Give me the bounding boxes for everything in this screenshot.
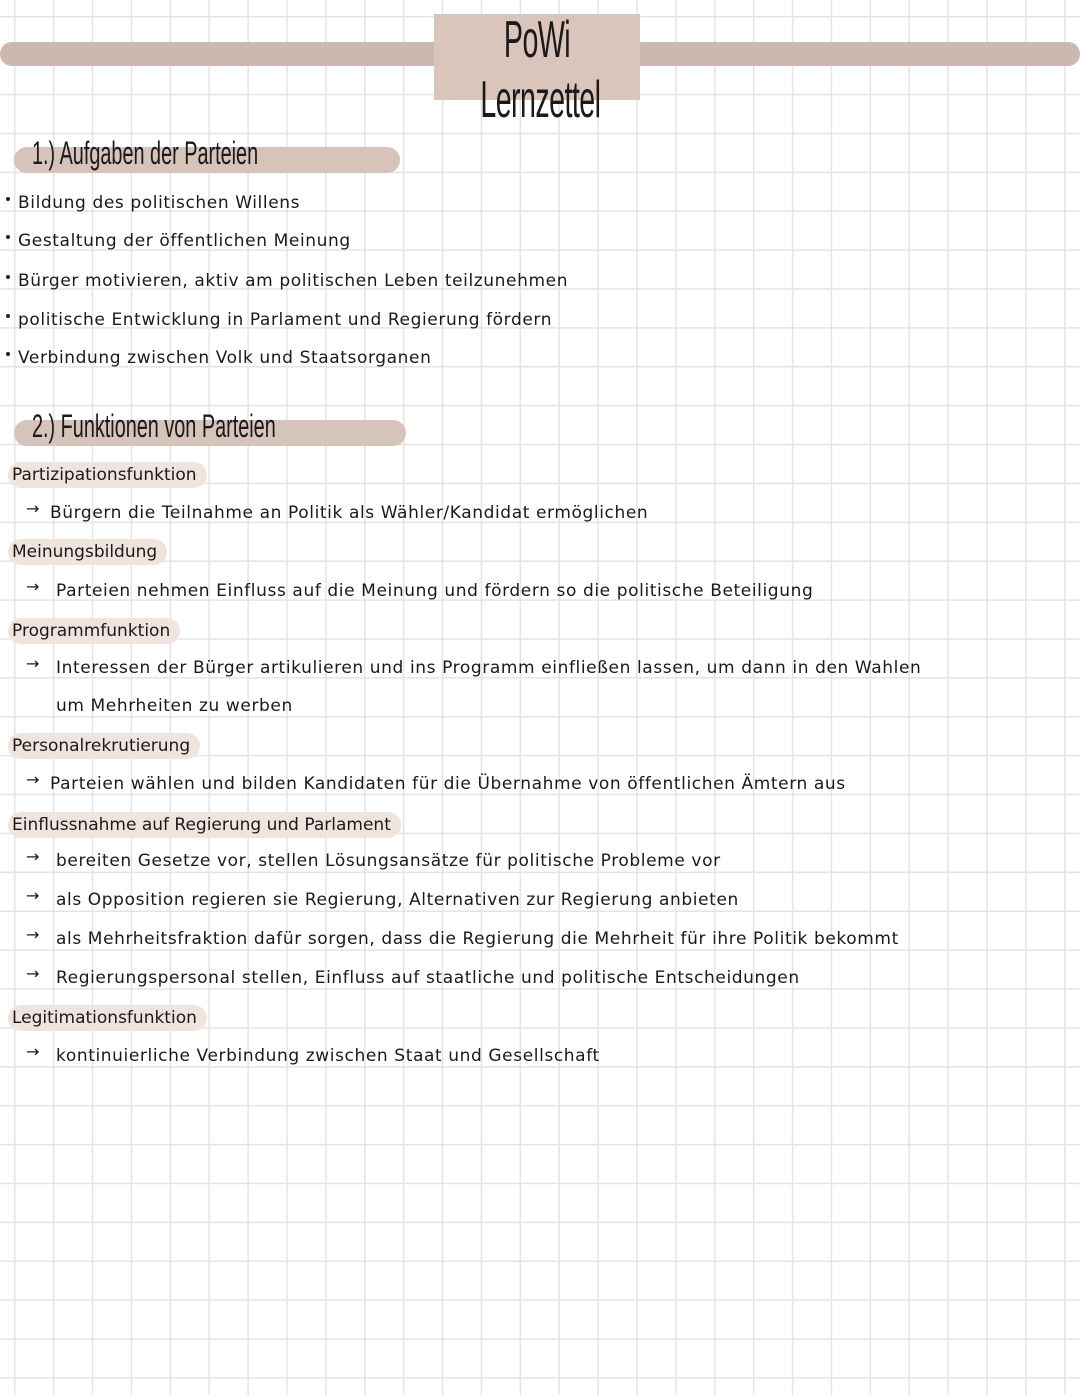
arrow-icon: → (26, 654, 40, 673)
arrow-icon: → (26, 964, 40, 983)
function-label: Programmfunktion (8, 618, 180, 644)
function-point: kontinuierliche Verbindung zwischen Staat und Gesellschaft (56, 1046, 600, 1066)
function-point: als Opposition regieren sie Regierung, Alternativen zur Regierung anbieten (56, 890, 739, 910)
function-point: Regierungspersonal stellen, Einfluss auf staatliche und politische Entscheidungen (56, 968, 800, 988)
bullet-item: Bildung des politischen Willens (18, 193, 301, 213)
function-label: Legitimationsfunktion (8, 1005, 207, 1031)
bullet-icon (6, 197, 10, 201)
function-label: Einflussnahme auf Regierung und Parlament (8, 812, 401, 838)
heading-text: 1.) Aufgaben der Parteien (32, 135, 259, 171)
section-heading-1 (14, 135, 400, 173)
page-title: PoWi Lernzettel (480, 11, 601, 129)
function-point: bereiten Gesetze vor, stellen Lösungsansätze für politische Probleme vor (56, 851, 721, 871)
bullet-item: Verbindung zwischen Volk und Staatsorganen (18, 348, 432, 368)
function-point: Parteien wählen und bilden Kandidaten für die Übernahme von öffentlichen Ämtern aus (50, 774, 846, 794)
arrow-icon: → (26, 925, 40, 944)
bullet-item: Gestaltung der öffentlichen Meinung (18, 231, 351, 251)
function-point: um Mehrheiten zu werben (56, 696, 293, 716)
function-point: Interessen der Bürger artikulieren und ins Programm einfließen lassen, um dann in den Wahlen (56, 658, 922, 678)
arrow-icon: → (26, 1042, 40, 1061)
arrow-icon: → (26, 847, 40, 866)
function-label: Personalrekrutierung (8, 733, 200, 759)
function-label: Meinungsbildung (8, 539, 167, 565)
bullet-item: politische Entwicklung in Parlament und Regierung fördern (18, 310, 553, 330)
function-point: Parteien nehmen Einfluss auf die Meinung und fördern so die politische Beteiligung (56, 581, 814, 601)
bullet-icon (6, 314, 10, 318)
arrow-icon: → (26, 499, 40, 518)
function-label: Partizipationsfunktion (8, 462, 207, 488)
arrow-icon: → (26, 577, 40, 596)
heading-text: 2.) Funktionen von Parteien (32, 408, 276, 444)
section-heading-2 (14, 408, 406, 446)
bullet-icon (6, 352, 10, 356)
bullet-icon (6, 275, 10, 279)
arrow-icon: → (26, 770, 40, 789)
bullet-icon (6, 235, 10, 239)
bullet-item: Bürger motivieren, aktiv am politischen Leben teilzunehmen (18, 271, 569, 291)
arrow-icon: → (26, 886, 40, 905)
function-point: Bürgern die Teilnahme an Politik als Wähler/Kandidat ermöglichen (50, 503, 649, 523)
function-point: als Mehrheitsfraktion dafür sorgen, dass die Regierung die Mehrheit für ihre Politik bekommt (56, 929, 899, 949)
